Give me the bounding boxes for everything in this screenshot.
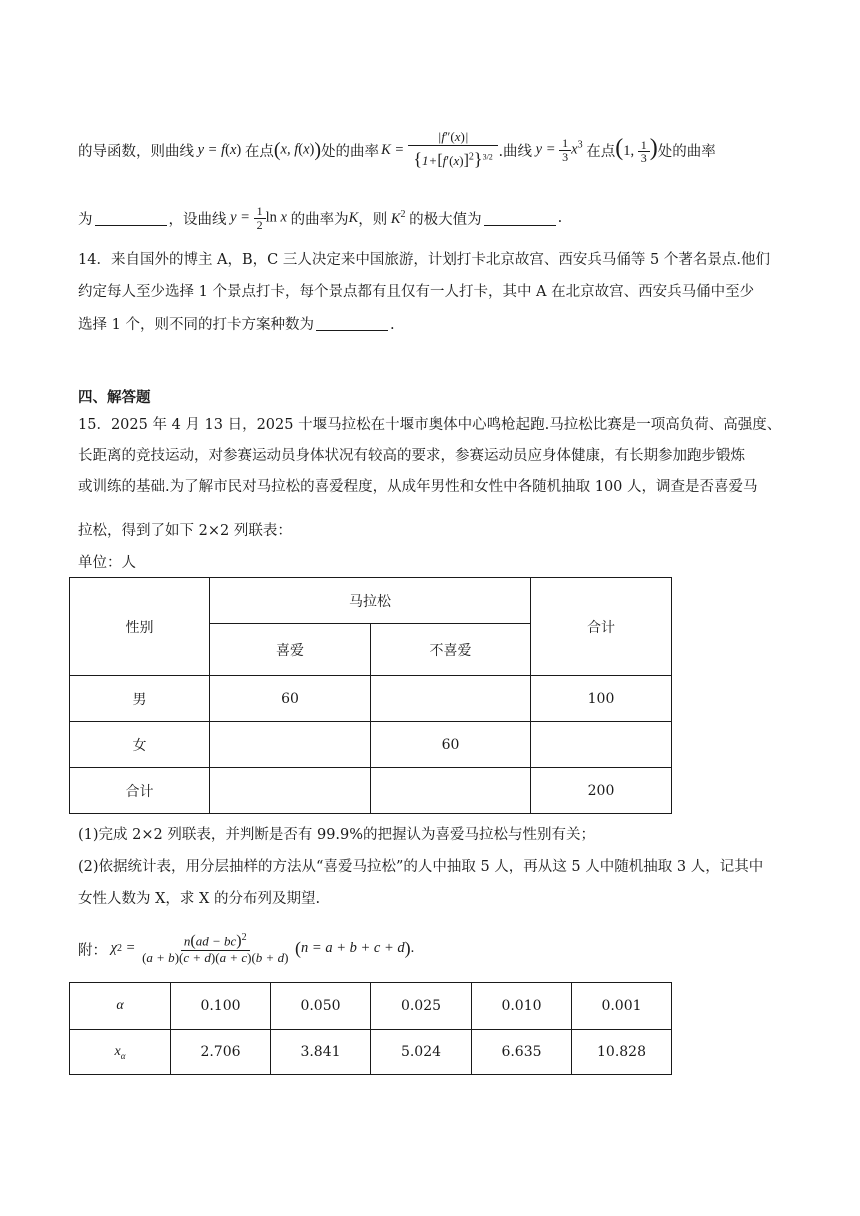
q13-text-1c: 处的曲率 [321, 143, 380, 160]
critical-value: 3.841 [271, 1030, 371, 1075]
header-gender: 性别 [70, 578, 210, 676]
q13-text-2a: 为 [78, 211, 93, 228]
k-squared: $K^2$ [387, 208, 406, 227]
critical-value: 10.828 [572, 1030, 672, 1075]
appendix-formula [78, 924, 414, 974]
q13-text-2e: 的极大值为 [409, 211, 482, 228]
critical-value: 5.024 [371, 1030, 472, 1075]
formula-cubic: y = $\frac{1}{3}$ $x^3$ [532, 135, 583, 164]
alpha-value: 0.025 [371, 983, 472, 1030]
critical-value-table [69, 982, 672, 1075]
q13-text-1d: .曲线 [498, 143, 533, 160]
cell-dislike [371, 676, 531, 722]
q14-line3-text: 选择 1 个，则不同的打卡方案种数为 [78, 317, 314, 333]
q15-line4: 拉松，得到了如下 2×2 列联表： [78, 523, 292, 539]
x-subscript: α [120, 1050, 126, 1061]
sub-question-1: (1)完成 2×2 列联表，并判断是否有 99.9%的把握认为喜爱马拉松与性别有关； [78, 827, 596, 843]
fraction-one-third-2: $\frac{1}{3}$ [638, 139, 650, 165]
sub-question-2-line2: 女性人数为 X，求 X 的分布列及期望. [78, 891, 321, 907]
cell-like [210, 768, 371, 814]
critical-value: 2.706 [171, 1030, 271, 1075]
q13-text-2b: ，设曲线 [168, 211, 227, 228]
unit-label: 单位：人 [78, 555, 136, 571]
header-total: 合计 [531, 578, 672, 676]
alpha-row [70, 983, 672, 1030]
q13-text-1e: 在点 [586, 143, 616, 160]
cell-dislike: 60 [371, 722, 531, 768]
q13-text-2d: ，则 [358, 211, 388, 228]
cell-like: 60 [210, 676, 371, 722]
row-label: 女 [70, 722, 210, 768]
critical-row [70, 1030, 672, 1075]
cell-total: 100 [531, 676, 672, 722]
header-like: 喜爱 [210, 624, 371, 676]
alpha-value: 0.010 [472, 983, 572, 1030]
alpha-header: α [70, 983, 171, 1030]
q13-text-2c: 的曲率为 [290, 211, 349, 228]
cell-like [210, 722, 371, 768]
formula-ln-curve: y = $\frac{1}{2}$ ln x [226, 203, 291, 232]
curvature-fraction: $\frac{|f''(x)|}{\{1+[f'(x)]^2\}^{3/2}}$ [408, 130, 499, 170]
header-marathon: 马拉松 [210, 578, 531, 624]
table-row [70, 722, 672, 768]
q14-line1: 14．来自国外的博主 A，B，C 三人决定来中国旅游，计划打卡北京故宫、西安兵马俑等 5 个著名景点.他们 [78, 252, 770, 268]
section-title: 四、解答题 [78, 389, 151, 406]
q13-line1 [78, 110, 716, 190]
row-label: 合计 [70, 768, 210, 814]
chi-square-formula: χ 2 = $\frac{n(ad - bc)^2}{(a + b)(c + d)(a + c)(b + d)}$ ( n = a + b + c + d ) . [107, 932, 415, 966]
q13-text-1f: 处的曲率 [657, 143, 716, 160]
table-row [70, 676, 672, 722]
appendix-label: 附： [78, 942, 107, 959]
q14-line3 [78, 313, 395, 334]
k-label: K [381, 141, 391, 158]
cell-dislike [371, 768, 531, 814]
q15-line2: 长距离的竞技运动，对参赛运动员身体状况有较高的要求，参赛运动员应身体健康，有长期参加跑步锻炼 [78, 448, 745, 464]
alpha-value: 0.100 [171, 983, 271, 1030]
q13-text-2-end: . [557, 210, 563, 226]
header-dislike: 不喜爱 [371, 624, 531, 676]
critical-value: 6.635 [472, 1030, 572, 1075]
q15-line1: 15．2025 年 4 月 13 日，2025 十堰马拉松在十堰市奥体中心鸣枪起跑.马拉松比赛是一项高负荷、高强度、 [78, 417, 782, 433]
q14-line2: 约定每人至少选择 1 个景点打卡，每个景点都有且仅有一人打卡，其中 A 在北京故宫、西安兵马俑中至少 [78, 284, 755, 300]
formula-point: (x, f(x)) [273, 139, 322, 161]
formula-point-1-third: (1, $\frac{1}{3}$ ) [615, 135, 658, 166]
x-alpha-header [70, 1030, 171, 1075]
fraction-one-half: $\frac{1}{2}$ [254, 205, 266, 231]
x-symbol: x [114, 1043, 121, 1059]
q13-line2 [78, 200, 562, 236]
answer-blank-2[interactable] [484, 211, 556, 226]
q14-line3-end: . [389, 317, 395, 333]
curvature-formula: K = $\frac{|f''(x)|}{\{1+[f'(x)]^2\}^{3/2}}$ [381, 130, 498, 170]
k-symbol: K [348, 209, 359, 226]
alpha-value: 0.001 [572, 983, 672, 1030]
q13-text-1a: 的导函数，则曲线 [78, 143, 194, 160]
alpha-value: 0.050 [271, 983, 371, 1030]
answer-blank-1[interactable] [95, 211, 167, 226]
contingency-table [69, 577, 672, 814]
sub-question-2-line1: (2)依据统计表，用分层抽样的方法从“喜爱马拉松”的人中抽取 5 人，再从这 5 人中随机抽取 3 人，记其中 [78, 859, 764, 875]
chi-square-fraction: $\frac{n(ad - bc)^2}{(a + b)(c + d)(a + c)(b + d)}$ [142, 932, 289, 966]
fraction-one-third: $\frac{1}{3}$ [559, 137, 571, 163]
formula-curve-y: y = f(x) [194, 141, 242, 158]
q15-line3: 或训练的基础.为了解市民对马拉松的喜爱程度，从成年男性和女性中各随机抽取 100 人，调查是否喜爱马 [78, 479, 758, 495]
cell-total [531, 722, 672, 768]
answer-blank-3[interactable] [316, 316, 388, 331]
table-row [70, 768, 672, 814]
cell-total: 200 [531, 768, 672, 814]
q13-text-1b: 在点 [244, 143, 274, 160]
row-label: 男 [70, 676, 210, 722]
